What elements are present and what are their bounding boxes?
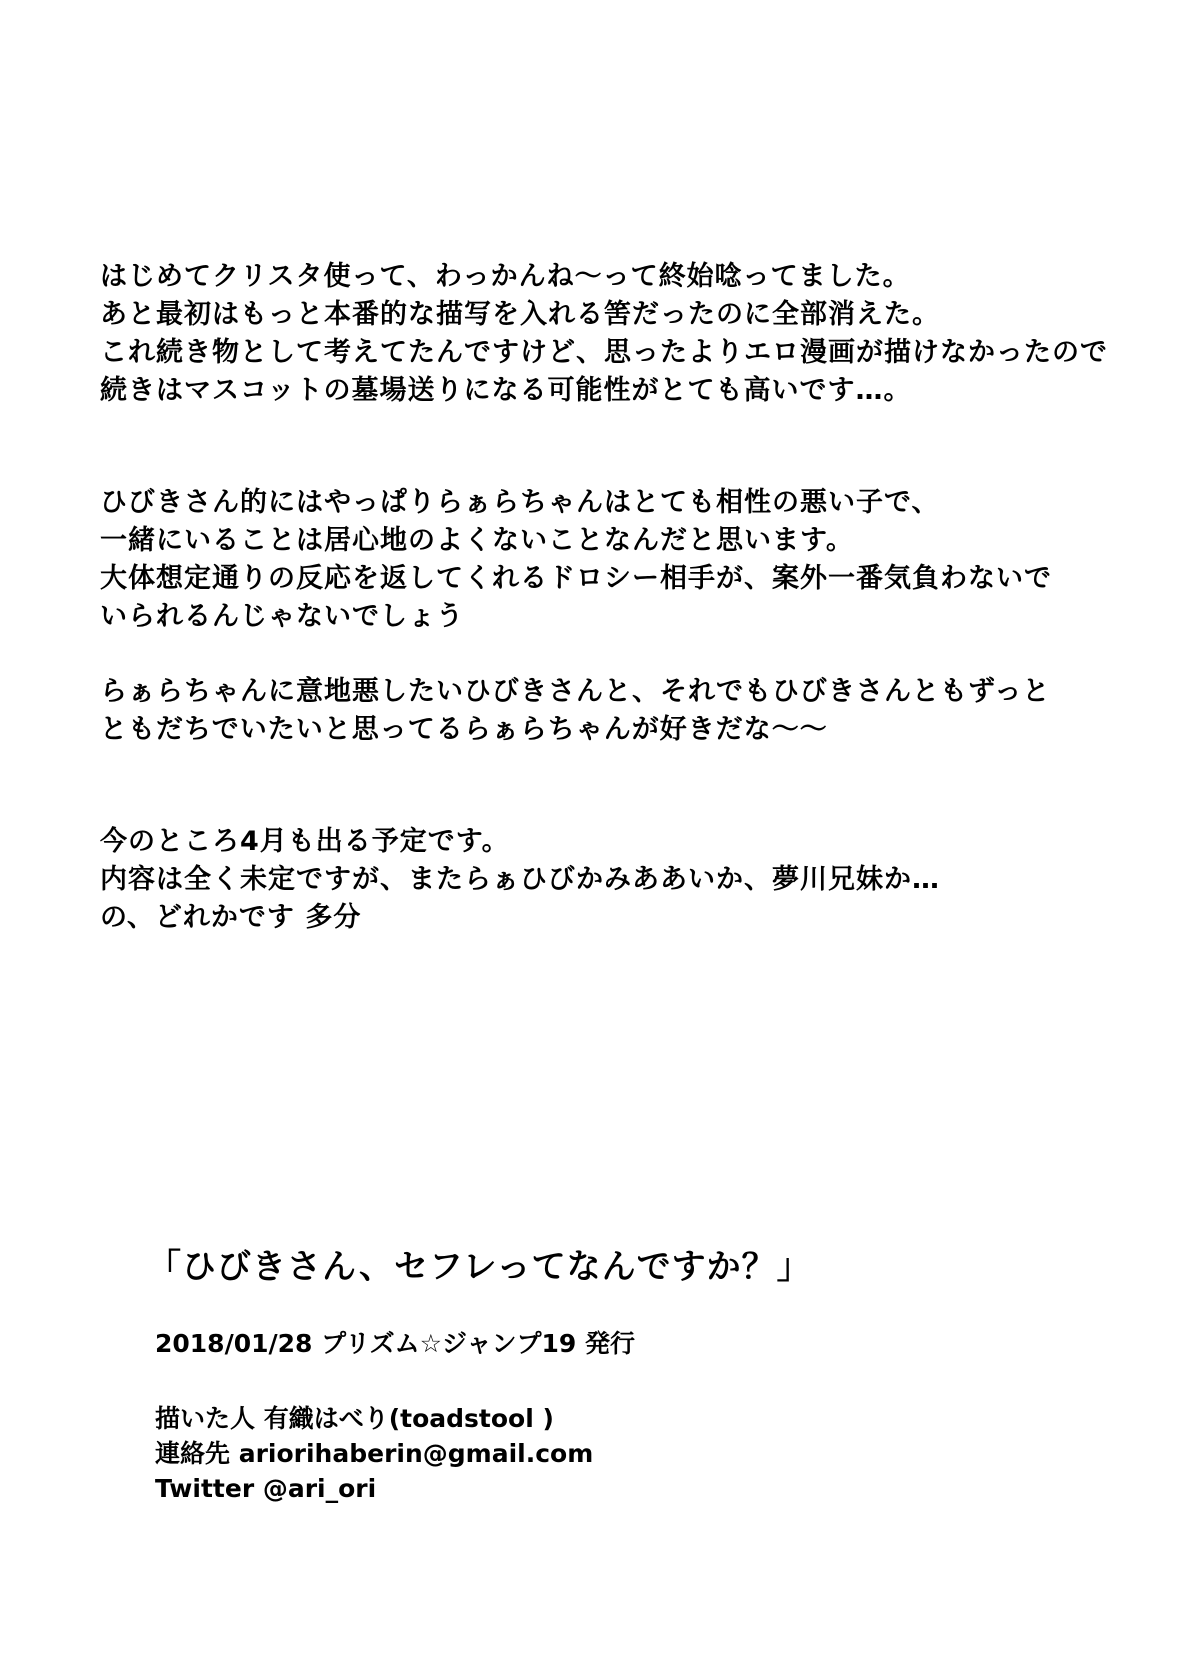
credits xyxy=(155,1401,1055,1506)
text-line: はじめてクリスタ使って、わっかんね〜って終始唸ってました。 xyxy=(100,261,911,292)
text-line: これ続き物として考えてたんですけど、思ったよりエロ漫画が描けなかったので xyxy=(100,337,1108,368)
text-line: いられるんじゃないでしょう xyxy=(100,601,464,632)
text-line: 今のところ4月も出る予定です。 xyxy=(100,826,510,857)
colophon xyxy=(147,1245,1055,1506)
text-line: ともだちでいたいと思ってるらぁらちゃんが好きだな〜〜 xyxy=(100,714,828,745)
text-line: ひびきさん的にはやっぱりらぁらちゃんはとても相性の悪い子で、 xyxy=(100,487,940,518)
afterword-paragraph-2 xyxy=(100,484,1100,636)
publication-info: 2018/01/28 プリズム☆ジャンプ19 発行 xyxy=(155,1329,636,1358)
afterword-paragraph-3 xyxy=(100,673,1100,749)
text-line: の、どれかです 多分 xyxy=(100,902,362,933)
book-title: 「ひびきさん、セフレってなんですか？」 xyxy=(147,1247,812,1287)
text-line: 大体想定通りの反応を返してくれるドロシー相手が、案外一番気負わないで xyxy=(100,563,1052,594)
afterword-text xyxy=(100,258,1108,937)
afterword-paragraph-1 xyxy=(100,258,1108,410)
text-line: 内容は全く未定ですが、またらぁひびかみああいか、夢川兄妹か… xyxy=(100,864,940,895)
text-line: らぁらちゃんに意地悪したいひびきさんと、それでもひびきさんともずっと xyxy=(100,676,1051,707)
credit-twitter: Twitter @ari_ori xyxy=(155,1474,377,1503)
credit-contact: 連絡先 ariorihaberin@gmail.com xyxy=(155,1439,594,1468)
text-line: 続きはマスコットの墓場送りになる可能性がとても高いです…。 xyxy=(100,375,912,406)
afterword-paragraph-4 xyxy=(100,823,1100,937)
text-line: あと最初はもっと本番的な描写を入れる筈だったのに全部消えた。 xyxy=(100,299,940,330)
credit-author: 描いた人 有織はべり(toadstool ) xyxy=(155,1404,554,1433)
text-line: 一緒にいることは居心地のよくないことなんだと思います。 xyxy=(100,525,854,556)
